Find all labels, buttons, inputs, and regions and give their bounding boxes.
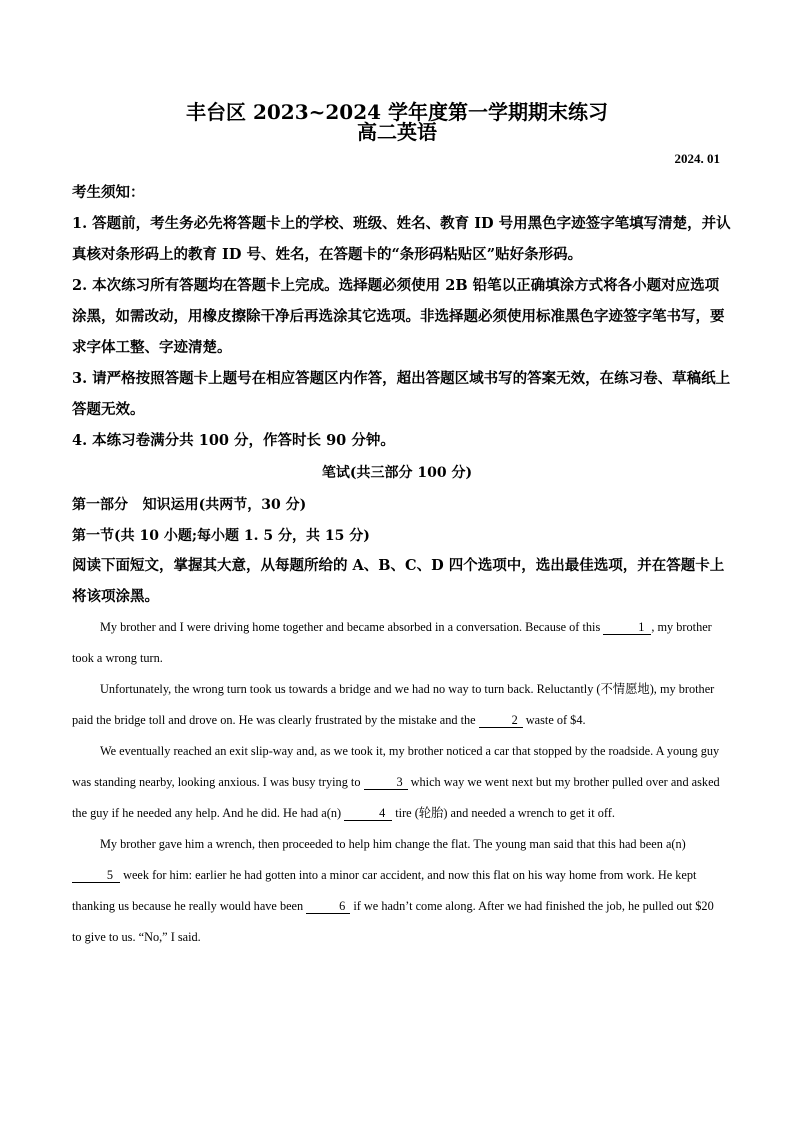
passage-text: week for him: earlier he had gotten into a minor car accident, and now this flat on his way home from work. He kept thanking us because he really would have been (72, 868, 697, 913)
document-title: 丰台区 2023~2024 学年度第一学期期末练习 (185, 100, 608, 124)
notice-item-3: 3. 请严格按照答题卡上题号在相应答题区内作答，超出答题区域书写的答案无效，在练习卷、草稿纸上答题无效。 (72, 370, 731, 418)
exam-date: 2024. 01 (674, 151, 720, 166)
notice-heading: 考生须知： (72, 184, 145, 201)
notice-item-1: 1. 答题前，考生务必先将答题卡上的学校、班级、姓名、教育 ID 号用黑色字迹签字笔填写清楚，并认真核对条形码上的教育 ID 号、姓名，在答题卡的“条形码粘贴区”贴好条形码。 (72, 215, 731, 263)
notice-item-4: 4. 本练习卷满分共 100 分，作答时长 90 分钟。 (72, 432, 395, 449)
document-subtitle: 高二英语 (357, 120, 437, 144)
passage-text: My brother gave him a wrench, then proceeded to help him change the flat. The young man said that this had been a(n) (100, 837, 686, 851)
exam-section-title: 笔试(共三部分 100 分) (321, 465, 473, 481)
notice-item-2: 2. 本次练习所有答题均在答题卡上完成。选择题必须使用 2B 铅笔以正确填涂方式将各小题对应选项涂黑，如需改动，用橡皮擦除干净后再选涂其它选项。非选择题必须使用标准黑色字迹签字笔书写，要求字体工整、字迹清楚。 (72, 277, 725, 356)
answer-blank-2: 2 (479, 713, 523, 728)
passage-text: waste of $4. (522, 713, 586, 727)
passage-paragraph-2 (72, 674, 724, 736)
passage-text: if we hadn’t come along. After we had finished the job, he pulled out $20 to give to us. “No,” I said. (72, 899, 714, 944)
part-one-heading: 第一部分 知识运用(共两节，30 分) (72, 497, 307, 513)
passage-paragraph-1 (72, 612, 724, 674)
passage-paragraph-3 (72, 736, 724, 829)
passage-text: which way we went next but my brother pulled over and asked the guy if he needed any help. And he did. He had a(n) (72, 775, 720, 820)
exam-notice (72, 177, 732, 456)
passage-paragraph-4 (72, 829, 724, 953)
passage-text: We eventually reached an exit slip-way and, as we took it, my brother noticed a car that stopped by the roadside. A young guy was standing nearby, looking anxious. I was busy trying to (72, 744, 720, 789)
answer-blank-6: 6 (306, 899, 350, 914)
section-one-heading: 第一节(共 10 小题;每小题 1. 5 分，共 15 分) (72, 528, 370, 544)
passage-text: Unfortunately, the wrong turn took us towards a bridge and we had no way to turn back. Reluctantly (不情愿地), my brother paid the bridge toll and drove on. He was clearly frustrated by the mistake and the (72, 682, 715, 727)
passage-text: , my brother took a wrong turn. (72, 620, 712, 665)
cloze-passage (72, 612, 724, 953)
reading-instructions: 阅读下面短文，掌握其大意，从每题所给的 A、B、C、D 四个选项中，选出最佳选项，并在答题卡上将该项涂黑。 (72, 557, 725, 605)
answer-blank-3: 3 (364, 775, 408, 790)
answer-blank-5: 5 (72, 868, 120, 883)
passage-text: tire (轮胎) and needed a wrench to get it off. (392, 806, 615, 820)
answer-blank-1: 1 (603, 620, 651, 635)
answer-blank-4: 4 (344, 806, 392, 821)
passage-text: My brother and I were driving home together and became absorbed in a conversation. Because of this (100, 620, 604, 634)
